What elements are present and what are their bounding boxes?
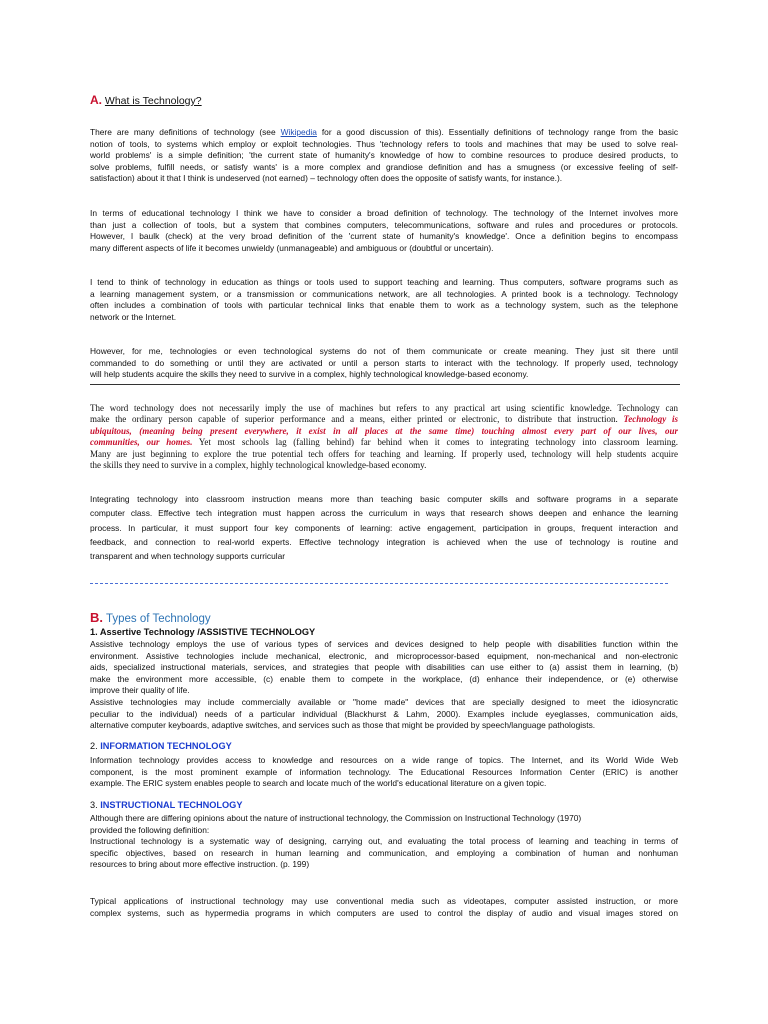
paragraph-line: communities, our homes. Yet most schools lag (falling behind) far behind when it comes to integrating technology into classroom learning. xyxy=(90,437,678,448)
paragraph-line: make the environment more accessible, (c) enable them to compete in the workplace, (d) enhance their independence, or (e) otherwise xyxy=(90,673,678,684)
section-b-heading xyxy=(90,610,211,625)
paragraph-line: improve their quality of life. xyxy=(90,685,190,696)
section-a-heading xyxy=(90,93,202,107)
paragraph-assistive-technology xyxy=(90,639,678,732)
paragraph-line: The word technology does not necessarily imply the use of machines but refers to any practical art using scientific knowledge. Technology can xyxy=(90,403,678,413)
subheading-instructional-technology: 3. INSTRUCTIONAL TECHNOLOGY xyxy=(90,800,243,810)
paragraph-line: Information technology provides access to knowledge and resources on a wide range of topics. The Internet, and its World Wide Web xyxy=(90,755,678,765)
paragraph-line: Assistive technologies may include commercially available or "home made" devices that are specially designed to meet the idiosyncratic xyxy=(90,696,678,707)
paragraph-line: often includes a combination of tools with particular technical links that enable them to work as a technology system, such as the telephone xyxy=(90,300,678,311)
paragraph-line: Integrating technology into classroom instruction means more than teaching basic computer skills and software programs in a separate xyxy=(90,494,678,504)
paragraph-line: commanded to do something or until they are activated or until a person starts to interact with the technology. If properly used, technology xyxy=(90,357,678,368)
paragraph-line: satisfaction) about it that I think is undeserved (not earned) – technology often does the opposite of satisfy wants, for instance.). xyxy=(90,173,563,184)
paragraph-meaning xyxy=(90,346,678,381)
paragraph-line: provided the following definition: xyxy=(90,824,210,835)
paragraph-line: aids, specialized instructional materials, services, and strategies that people with disabilities can use either to (a) assist them in learning, (b) xyxy=(90,662,678,673)
paragraph-line: network or the Internet. xyxy=(90,311,177,322)
emphasis-text: Technology is xyxy=(617,414,678,425)
paragraph-line: However, for me, technologies or even technological systems do not of them communicate or create meaning. They just sit there until xyxy=(90,346,678,356)
paragraph-line: peculiar to the individual) needs of a particular individual (Blackhurst & Lahm, 2000). Examples include eyeglasses, communication aids, xyxy=(90,708,678,719)
paragraph-instructional-technology xyxy=(90,813,678,871)
emphasis-text: communities, our homes. xyxy=(90,437,193,448)
emphasis-text: ubiquitous, (meaning being present everywhere, it exist in all places at the same time) touching almost every part of our lives, our xyxy=(90,425,678,436)
wikipedia-link[interactable]: Wikipedia xyxy=(280,127,317,137)
paragraph-line: computer class. Effective tech integration must happen across the curriculum in ways that research shows deepen and enhance the learning xyxy=(90,508,678,519)
paragraph-word-technology xyxy=(90,403,678,471)
paragraph-line: resources to bring about more effective instruction. (p. 199) xyxy=(90,859,310,870)
subheading-assistive-technology: 1. Assertive Technology /ASSISTIVE TECHNOLOGY xyxy=(90,627,316,637)
paragraph-line: world problems' is a simple definition; 'the current state of humanity's knowledge of how to combine resources to produce desired products, to xyxy=(90,150,678,161)
dashed-divider xyxy=(90,583,668,584)
paragraph-line: Many are just beginning to explore the true potential tech offers for teaching and learning. If properly used, technology will help students acquire xyxy=(90,448,678,459)
paragraph-line: the skills they need to survive in a complex, highly technological knowledge-based economy. xyxy=(90,460,427,471)
horizontal-rule xyxy=(90,384,680,385)
paragraph-line: alternative computer keyboards, adaptive switches, and services such as those that might be provided by speech/language pathologists. xyxy=(90,720,596,731)
paragraph-line: specific objectives, based on research in human learning and communication, and employing a combination of human and nonhuman xyxy=(90,847,678,858)
paragraph-line: complex systems, such as hypermedia programs in which computers are used to control the display of audio and visual images stored on xyxy=(90,907,678,918)
paragraph-line: Typical applications of instructional technology may use conventional media such as videotapes, computer assisted instruction, or more xyxy=(90,896,678,906)
paragraph-line: a learning management system, or a transmission or communications network, are all technologies. A printed book is a technology. Technology xyxy=(90,288,678,299)
paragraph-definitions xyxy=(90,127,678,185)
paragraph-line: transparent and when technology supports curricular xyxy=(90,551,286,562)
paragraph-line: example. The ERIC system enables people to search and locate much of the world's educational literature on a given topic. xyxy=(90,778,547,789)
paragraph-line: process. In particular, it must support four key components of learning: active engagement, participation in groups, frequent interaction and xyxy=(90,522,678,533)
section-a-letter: A. xyxy=(90,93,102,107)
paragraph-line: I tend to think of technology in education as things or tools used to support teaching and learning. Thus computers, software programs such as xyxy=(90,277,678,287)
paragraph-line: environment. Assistive technologies include mechanical, electronic, and microprocessor-based equipment, non-mechanical and non-electronic xyxy=(90,650,678,661)
section-b-title: Types of Technology xyxy=(106,613,211,625)
paragraph-line: notion of tools, to systems which employ or exploit technologies. Thus 'technology refers to tools and machines that may be used to solve real- xyxy=(90,138,678,149)
paragraph-tools xyxy=(90,277,678,323)
paragraph-line: feedback, and connection to real-world experts. Effective technology integration is achieved when the use of technology is routine and xyxy=(90,536,678,547)
paragraph-integrating xyxy=(90,492,678,563)
paragraph-line: solve problems, fulfill needs, or satisfy wants' is a more complex and grandiose definition and has a smugness (or excessive feeling of self- xyxy=(90,161,678,172)
paragraph-line: In terms of educational technology I think we have to consider a broad definition of technology. The technology of the Internet involves more xyxy=(90,208,678,218)
paragraph-line: many different aspects of life it becomes unwieldy (unmanageable) and ambiguous or (doubtful or uncertain). xyxy=(90,242,494,253)
paragraph-line: Instructional technology is a systematic way of designing, carrying out, and evaluating the total process of learning and teaching in terms of xyxy=(90,836,678,847)
paragraph-line: There are many definitions of technology (see Wikipedia for a good discussion of this). Essentially definitions of technology range from the basic xyxy=(90,127,678,137)
paragraph-line: make the ordinary person capable of superior performance and a means, either printed or electronic, to distribute that instruction. Technology is xyxy=(90,414,678,425)
paragraph-educational-technology xyxy=(90,208,678,254)
paragraph-line: However, I baulk (check) at the very broad definition of the 'current state of humanity's knowledge'. Once a definition begins to encompass xyxy=(90,231,678,242)
paragraph-line: will help students acquire the skills they need to survive in a complex, highly technological knowledge-based economy. xyxy=(90,369,529,380)
paragraph-information-technology xyxy=(90,755,678,790)
paragraph-line: than just a collection of tools, but a system that combines computers, telecommunications, software and rules and procedures or protocols. xyxy=(90,219,678,230)
paragraph-typical-applications xyxy=(90,896,678,919)
subheading-information-technology: 2. INFORMATION TECHNOLOGY xyxy=(90,741,232,751)
section-b-letter: B. xyxy=(90,610,103,625)
paragraph-line: component, is the most prominent example of information technology. The Educational Resources Information Center (ERIC) is another xyxy=(90,766,678,777)
section-a-title: What is Technology? xyxy=(104,95,202,107)
paragraph-line: Although there are differing opinions about the nature of instructional technology, the Commission on Instructional Technology (1970) xyxy=(90,813,582,823)
paragraph-line: Assistive technology employs the use of various types of services and devices designed to help people with disabilities function within the xyxy=(90,639,678,649)
